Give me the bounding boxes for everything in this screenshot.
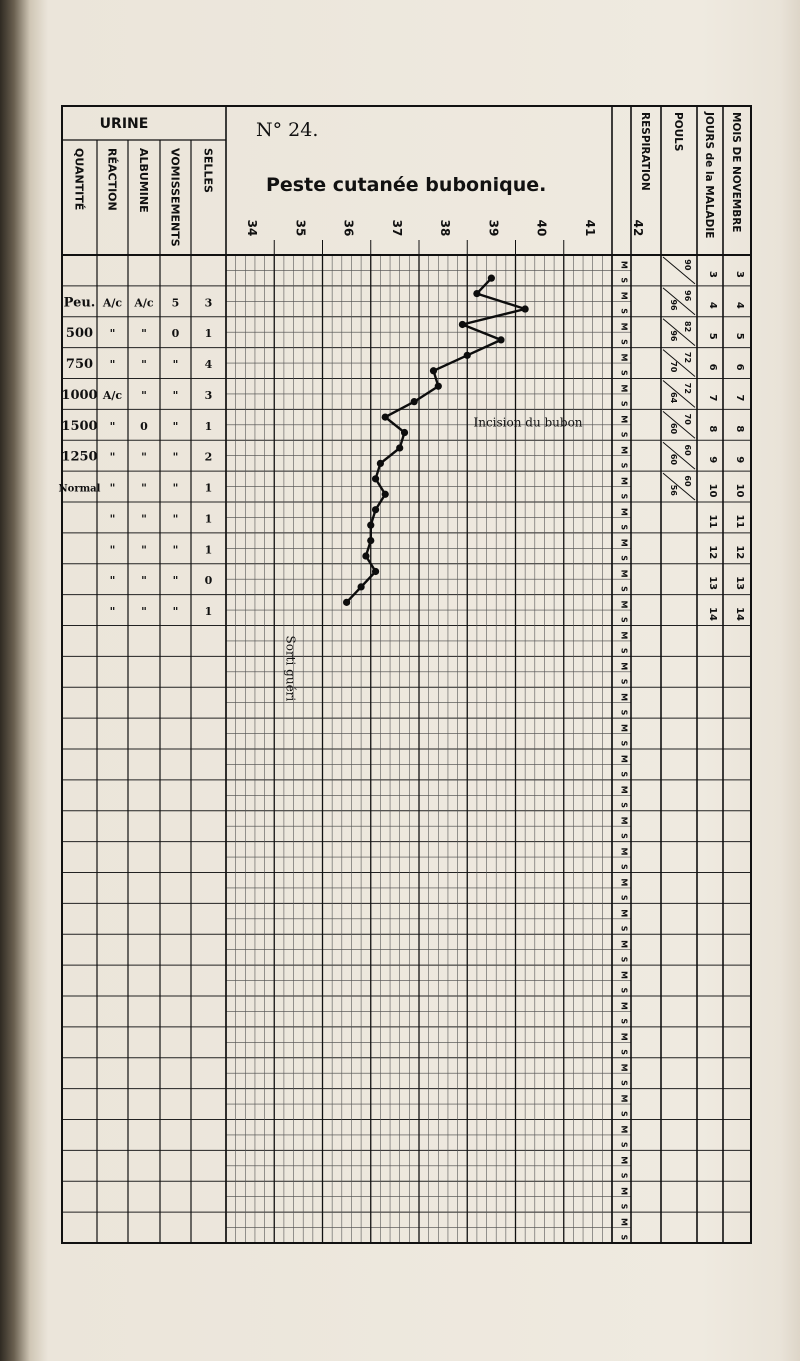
- pulse-morning-value: 64: [669, 392, 678, 404]
- period-label-morning: M: [619, 1032, 629, 1041]
- temperature-tick-label: 40: [534, 219, 549, 237]
- urine-column-header: ALBUMINE: [137, 148, 150, 213]
- period-label-evening: S: [619, 617, 629, 623]
- period-label-morning: M: [619, 693, 629, 702]
- period-label-morning: M: [619, 477, 629, 485]
- temperature-point: [401, 429, 408, 436]
- temperature-point: [367, 522, 374, 529]
- right-column-header: RESPIRATION: [639, 112, 651, 191]
- urine-reaction-value: ": [109, 327, 116, 341]
- period-label-evening: S: [619, 987, 629, 994]
- temperature-point: [459, 321, 466, 328]
- right-column-header: POULS: [672, 112, 684, 152]
- urine-vomissements-value: ": [172, 512, 179, 526]
- urine-quantite-value: 1250: [61, 449, 98, 465]
- period-label-evening: S: [619, 555, 629, 562]
- temperature-point: [396, 444, 403, 451]
- period-label-evening: S: [619, 1203, 629, 1210]
- urine-selles-value: 1: [204, 512, 213, 526]
- period-label-evening: S: [619, 524, 629, 531]
- temperature-tick-label: 36: [341, 219, 356, 237]
- pulse-evening-value: 70: [683, 413, 692, 425]
- period-label-evening: S: [619, 802, 629, 809]
- urine-vomissements-value: ": [172, 481, 179, 495]
- disease-day-label: 10: [707, 483, 718, 498]
- period-label-morning: M: [619, 878, 629, 887]
- temperature-point: [372, 568, 379, 575]
- pulse-morning-value: 60: [669, 453, 678, 465]
- period-label-evening: S: [619, 1049, 629, 1056]
- chart-frame: [62, 106, 751, 1243]
- period-label-morning: M: [619, 1156, 629, 1165]
- temperature-tick-label: 39: [486, 219, 501, 237]
- period-label-morning: M: [619, 600, 629, 609]
- period-label-evening: S: [619, 709, 629, 716]
- urine-quantite-value: 1000: [61, 387, 98, 403]
- temperature-point: [343, 599, 350, 606]
- period-label-evening: S: [619, 1172, 629, 1179]
- urine-albumine-value: ": [141, 574, 147, 588]
- urine-vomissements-value: ": [172, 419, 179, 433]
- period-label-evening: S: [619, 277, 629, 284]
- period-label-morning: M: [619, 1094, 629, 1103]
- urine-quantite-value: Normal: [58, 483, 101, 495]
- urine-reaction-value: ": [109, 481, 116, 495]
- urine-selles-value: 1: [204, 327, 213, 341]
- period-label-morning: M: [619, 260, 629, 269]
- pulse-evening-value: 72: [683, 382, 692, 394]
- right-column-header: JOURS de la MALADIE: [703, 112, 715, 239]
- chart-number: N° 24.: [256, 119, 319, 141]
- disease-day-label: 7: [707, 394, 718, 402]
- temperature-tick-label: 34: [245, 219, 259, 237]
- disease-day-label: 6: [707, 363, 718, 371]
- pulse-morning-value: 96: [669, 330, 678, 342]
- pulse-evening-value: 96: [683, 290, 692, 302]
- urine-albumine-value: ": [141, 481, 147, 495]
- period-label-morning: M: [619, 971, 629, 979]
- disease-day-label: 4: [707, 301, 718, 309]
- period-label-morning: M: [619, 507, 629, 516]
- temperature-point: [411, 398, 418, 405]
- urine-reaction-value: ": [109, 358, 116, 372]
- period-label-morning: M: [619, 909, 629, 918]
- period-label-evening: S: [619, 493, 629, 500]
- urine-group-label: URINE: [99, 116, 149, 132]
- period-label-morning: M: [619, 847, 629, 856]
- period-label-evening: S: [619, 370, 629, 376]
- urine-selles-value: 3: [204, 296, 213, 310]
- period-label-evening: S: [619, 308, 629, 315]
- period-label-morning: M: [619, 322, 629, 331]
- urine-albumine-value: ": [141, 327, 147, 341]
- urine-albumine-value: ": [141, 543, 147, 557]
- month-day-label: 8: [734, 425, 745, 433]
- period-label-evening: S: [619, 1141, 629, 1148]
- temperature-point: [362, 552, 369, 559]
- temperature-point: [464, 352, 471, 359]
- temperature-point: [367, 537, 374, 544]
- temperature-tick-label: 42: [631, 219, 645, 237]
- chart-header: [100, 116, 547, 196]
- period-label-morning: M: [619, 631, 629, 640]
- temperature-point: [522, 305, 529, 312]
- urine-albumine-value: ": [141, 388, 147, 402]
- period-label-morning: M: [619, 816, 629, 825]
- urine-vomissements-value: ": [172, 450, 179, 464]
- disease-day-label: 12: [707, 545, 718, 560]
- temperature-point: [488, 275, 495, 282]
- urine-selles-value: 1: [204, 419, 213, 433]
- period-label-morning: M: [619, 446, 629, 455]
- urine-vomissements-value: 5: [171, 296, 180, 310]
- month-day-label: 9: [734, 456, 745, 464]
- pulse-morning-value: 70: [669, 361, 678, 373]
- urine-column-header: RÉACTION: [105, 148, 119, 211]
- right-column-header: MOIS DE NOVEMBRE: [730, 112, 742, 233]
- month-day-label: 7: [734, 394, 745, 402]
- period-label-evening: S: [619, 956, 629, 963]
- annotation-discharge: Sorti guéri: [283, 635, 298, 702]
- temperature-point: [435, 383, 442, 390]
- month-day-label: 5: [734, 332, 745, 340]
- period-label-evening: S: [619, 586, 629, 592]
- month-day-label: 10: [734, 483, 745, 498]
- period-label-morning: M: [619, 569, 629, 578]
- temperature-point: [430, 367, 437, 374]
- disease-day-label: 13: [707, 576, 718, 591]
- period-label-evening: S: [619, 1234, 629, 1241]
- period-label-evening: S: [619, 864, 629, 870]
- month-day-label: 13: [734, 576, 745, 591]
- pulse-evening-value: 72: [683, 351, 692, 364]
- urine-vomissements-value: ": [172, 574, 179, 588]
- urine-reaction-value: ": [109, 574, 116, 588]
- urine-selles-value: 2: [204, 450, 213, 464]
- period-label-evening: S: [619, 925, 629, 932]
- urine-selles-value: 3: [204, 388, 213, 402]
- month-day-label: 3: [734, 270, 745, 278]
- period-label-morning: M: [619, 415, 629, 424]
- urine-albumine-value: ": [141, 358, 147, 372]
- pulse-evening-value: 90: [683, 259, 692, 271]
- month-day-label: 11: [734, 514, 745, 529]
- period-label-evening: S: [619, 771, 629, 778]
- temperature-point: [377, 460, 384, 467]
- urine-albumine-value: ": [141, 605, 147, 619]
- urine-selles-value: 1: [204, 481, 213, 495]
- chart-title: Peste cutanée bubonique.: [266, 174, 547, 196]
- chart-data-layer: [283, 275, 583, 702]
- temperature-point: [372, 475, 379, 482]
- disease-day-label: 9: [707, 456, 718, 464]
- period-label-morning: M: [619, 1063, 629, 1072]
- pulse-evening-value: 82: [683, 321, 692, 333]
- outer-border: [62, 106, 751, 1243]
- urine-reaction-value: ": [109, 543, 116, 557]
- pulse-morning-value: 96: [669, 299, 678, 311]
- urine-quantite-value: 500: [65, 326, 94, 342]
- period-label-morning: M: [619, 940, 629, 949]
- period-label-evening: S: [619, 400, 629, 407]
- period-label-evening: S: [619, 833, 629, 839]
- urine-vomissements-value: ": [172, 543, 179, 557]
- urine-albumine-value: ": [141, 512, 147, 526]
- pulse-evening-value: 60: [683, 444, 692, 456]
- pulse-morning-value: 60: [669, 422, 678, 435]
- urine-vomissements-value: ": [172, 388, 179, 402]
- temperature-tick-label: 37: [389, 219, 404, 237]
- temperature-tick-label: 41: [582, 219, 597, 237]
- period-label-evening: S: [619, 894, 629, 901]
- temperature-point: [382, 491, 389, 498]
- period-label-morning: M: [619, 1125, 629, 1134]
- temperature-point: [382, 413, 389, 420]
- period-label-evening: S: [619, 1080, 629, 1086]
- urine-selles-value: 4: [204, 358, 213, 372]
- period-label-evening: S: [619, 431, 629, 438]
- period-label-evening: S: [619, 1111, 629, 1117]
- period-label-evening: S: [619, 647, 629, 654]
- urine-column-header: VOMISSEMENTS: [168, 148, 182, 247]
- urine-vomissements-value: ": [172, 605, 179, 619]
- disease-day-label: 8: [707, 425, 718, 433]
- period-label-evening: S: [619, 339, 629, 345]
- urine-reaction-value: ": [109, 605, 116, 619]
- temperature-tick-label: 35: [293, 219, 308, 237]
- annotation-incision: Incision du bubon: [473, 415, 583, 430]
- urine-selles-value: 1: [204, 543, 213, 557]
- temperature-tick-label: 38: [438, 219, 452, 237]
- urine-quantite-value: 1500: [61, 418, 98, 434]
- urine-albumine-value: ": [141, 450, 147, 464]
- period-label-evening: S: [619, 678, 629, 685]
- pulse-morning-value: 56: [669, 484, 678, 496]
- urine-vomissements-value: 0: [171, 327, 180, 341]
- pulse-evening-value: 60: [683, 475, 692, 487]
- period-label-morning: M: [619, 384, 629, 393]
- month-day-label: 4: [734, 301, 745, 309]
- disease-day-label: 5: [707, 332, 718, 340]
- disease-day-label: 14: [707, 607, 718, 622]
- chart-grid: [62, 240, 751, 1243]
- urine-quantite-value: Peu.: [63, 295, 96, 311]
- period-label-morning: M: [619, 1001, 629, 1010]
- urine-column-header: SELLES: [201, 148, 215, 193]
- urine-reaction-value: A/c: [102, 388, 123, 402]
- urine-selles-value: 1: [204, 605, 213, 619]
- temperature-point: [358, 583, 365, 590]
- period-label-morning: M: [619, 724, 629, 732]
- urine-column-header: QUANTITÉ: [72, 148, 86, 211]
- period-label-morning: M: [619, 785, 629, 794]
- period-label-evening: S: [619, 1018, 629, 1025]
- urine-reaction-value: A/c: [102, 296, 123, 310]
- period-label-evening: S: [619, 740, 629, 747]
- period-label-morning: M: [619, 662, 629, 671]
- urine-albumine-value: A/c: [134, 296, 154, 310]
- disease-day-label: 3: [707, 270, 718, 278]
- period-label-morning: M: [619, 353, 629, 362]
- period-label-morning: M: [619, 754, 629, 763]
- period-label-morning: M: [619, 538, 629, 547]
- temperature-point: [473, 290, 480, 297]
- urine-reaction-value: ": [109, 450, 116, 464]
- period-label-morning: M: [619, 1218, 629, 1226]
- month-day-label: 6: [734, 363, 745, 371]
- urine-selles-value: 0: [204, 574, 213, 588]
- temperature-point: [372, 506, 379, 513]
- urine-reaction-value: ": [109, 419, 116, 433]
- urine-vomissements-value: ": [172, 358, 179, 372]
- period-label-morning: M: [619, 291, 629, 300]
- period-label-morning: M: [619, 1187, 629, 1196]
- urine-reaction-value: ": [109, 512, 116, 526]
- chart-labels: [59, 111, 745, 1241]
- temperature-point: [497, 336, 504, 343]
- urine-quantite-value: 750: [65, 357, 94, 373]
- month-day-label: 14: [734, 607, 745, 622]
- month-day-label: 12: [734, 545, 745, 560]
- urine-albumine-value: 0: [140, 419, 148, 433]
- disease-day-label: 11: [707, 514, 718, 529]
- period-label-evening: S: [619, 462, 629, 469]
